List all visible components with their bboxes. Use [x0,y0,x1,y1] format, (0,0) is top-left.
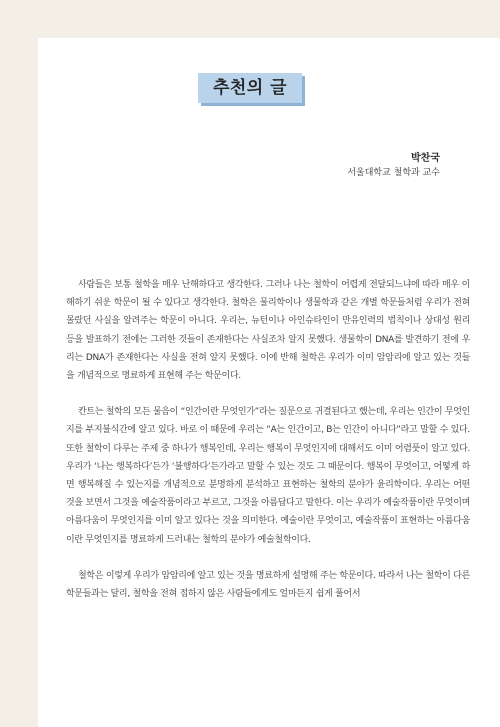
author-affiliation: 서울대학교 철학과 교수 [347,168,440,178]
paragraph: 칸트는 철학의 모든 물음이 “인간이란 무엇인가”라는 질문으로 귀결된다고 했는데, 우리는 인간이 무엇인지를 부지불식간에 알고 있다. 바로 이 때문에 우리는 “A는 인간이고, B는 인간이 아니다”라고 말할 수 있다. 또한 철학이 다루는 주제 중 하나가 행복인데, 우리는 행복이 무엇인지에 대해서도 이미 어렴풋이 알고 있다. 우리가 ‘나는 행복하다’든가 ‘불행하다’든가라고 말할 수 있는 것도 그 때문이다. 행복이 무엇이고, 어떻게 하면 행복해질 수 있는지를 개념적으로 분명하게 분석하고 표현하는 철학의 분야가 윤리학이다. 우리는 어떤 것을 보면서 그것을 예술작품이라고 부르고, 그것을 아름답다고 말한다. 이는 우리가 예술작품이란 무엇이며 아름다움이 무엇인지를 이미 알고 있다는 것을 의미한다. 예술이란 무엇이고, 예술작품이 표현하는 아름다움이란 무엇인지를 명료하게 드러내는 철학의 분야가 예술철학이다. [66,407,471,545]
book-page [38,38,500,727]
title-banner [198,73,302,103]
page-title: 추천의 글 [212,78,288,98]
paragraph: 철학은 이렇게 우리가 암암리에 알고 있는 것을 명료하게 설명해 주는 학문이다. 따라서 나는 철학이 다른 학문들과는 달리, 철학을 전혀 접하지 않은 사람들에게도 얼마든지 쉽게 풀어서 [66,570,470,600]
author-name: 박찬국 [411,153,440,164]
author-block [347,151,440,181]
paragraph: 사람들은 보통 철학을 매우 난해하다고 생각한다. 그러나 나는 철학이 어렵게 전달되느냐에 따라 매우 이해하기 쉬운 학문이 될 수 있다고 생각한다. 철학은 물리학이나 생물학과 같은 개별 학문들처럼 우리가 전혀 몰랐던 사실을 알려주는 학문이 아니다. 우리는, 뉴턴이나 아인슈타인이 만유인력의 법칙이나 상대성 원리 등을 발표하기 전에는 그러한 것들이 존재한다는 사실조차 알지 못했다. 생물학이 DNA를 발견하기 전에 우리는 DNA가 존재한다는 사실을 전혀 알지 못했다. 이에 반해 철학은 우리가 이미 암암리에 알고 있는 것들을 개념적으로 명료하게 표현해 주는 학문이다. [66,280,470,382]
body-text [66,276,470,621]
